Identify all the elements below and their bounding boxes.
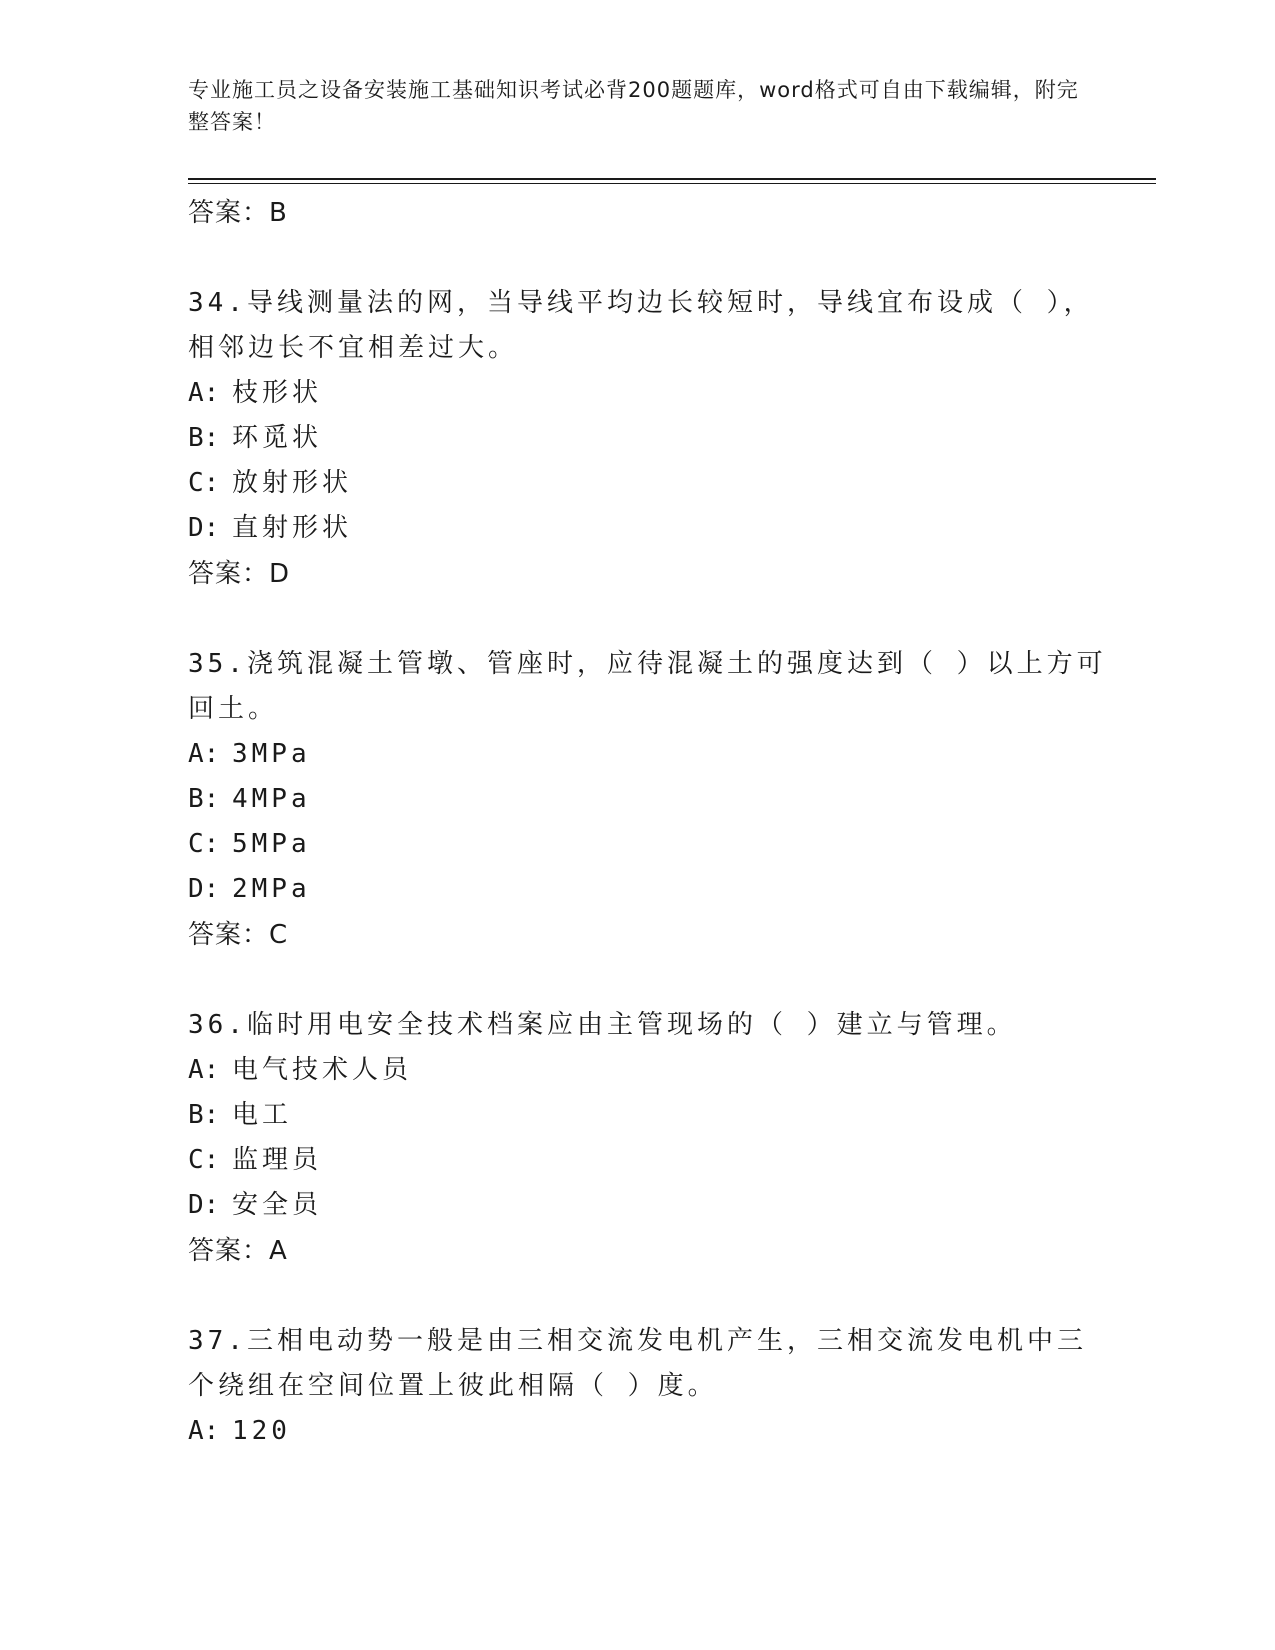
option-text: 安全员 bbox=[232, 1190, 323, 1220]
option-letter: A: bbox=[188, 739, 220, 769]
question-text: 37.三相电动势一般是由三相交流发电机产生，三相交流发电机中三个绕组在空间位置上彼此相隔（ ）度。 bbox=[188, 1326, 1087, 1401]
header-divider-thin bbox=[188, 183, 1156, 184]
header-divider-thick bbox=[188, 178, 1156, 180]
option-letter: B: bbox=[188, 784, 220, 814]
option-text: 环觅状 bbox=[232, 423, 323, 453]
question-list bbox=[188, 190, 1108, 1454]
question-text: 36.临时用电安全技术档案应由主管现场的（ ）建立与管理。 bbox=[188, 1010, 1017, 1040]
spacer bbox=[188, 1274, 1108, 1319]
question-item bbox=[188, 642, 1108, 958]
option-letter: C: bbox=[188, 1145, 220, 1175]
option-letter: C: bbox=[188, 468, 220, 498]
option-letter: A: bbox=[188, 1055, 220, 1085]
option-letter: C: bbox=[188, 829, 220, 859]
question-text: 35.浇筑混凝土管墩、管座时，应待混凝土的强度达到（ ）以上方可回土。 bbox=[188, 649, 1107, 724]
option-d bbox=[188, 867, 1108, 912]
option-b bbox=[188, 1093, 1108, 1138]
option-text: 电气技术人员 bbox=[232, 1055, 413, 1085]
spacer bbox=[188, 597, 1108, 642]
option-text: 3MPa bbox=[232, 739, 311, 769]
option-text: 2MPa bbox=[232, 874, 311, 904]
option-d bbox=[188, 506, 1108, 551]
option-text: 直射形状 bbox=[232, 513, 353, 543]
option-a bbox=[188, 732, 1108, 777]
document-header: 专业施工员之设备安装施工基础知识考试必背200题题库，word格式可自由下载编辑，附完整答案！ bbox=[188, 78, 1079, 134]
option-d bbox=[188, 1183, 1108, 1228]
option-letter: B: bbox=[188, 1100, 220, 1130]
option-text: 120 bbox=[232, 1416, 291, 1446]
question-item bbox=[188, 1319, 1108, 1454]
option-c bbox=[188, 461, 1108, 506]
option-letter: B: bbox=[188, 423, 220, 453]
option-a bbox=[188, 1048, 1108, 1093]
option-text: 监理员 bbox=[232, 1145, 323, 1175]
answer-line: 答案：C bbox=[188, 920, 289, 950]
option-text: 4MPa bbox=[232, 784, 311, 814]
previous-answer: 答案：B bbox=[188, 198, 288, 228]
option-text: 5MPa bbox=[232, 829, 311, 859]
spacer bbox=[188, 236, 1108, 281]
option-text: 枝形状 bbox=[232, 378, 323, 408]
option-a bbox=[188, 371, 1108, 416]
answer-line: 答案：D bbox=[188, 559, 291, 589]
option-b bbox=[188, 777, 1108, 822]
question-item bbox=[188, 281, 1108, 597]
option-letter: D: bbox=[188, 1190, 220, 1220]
option-letter: D: bbox=[188, 874, 220, 904]
option-text: 放射形状 bbox=[232, 468, 353, 498]
option-a bbox=[188, 1409, 1108, 1454]
option-b bbox=[188, 416, 1108, 461]
option-text: 电工 bbox=[232, 1100, 293, 1130]
option-letter: A: bbox=[188, 1416, 220, 1446]
option-letter: D: bbox=[188, 513, 220, 543]
option-letter: A: bbox=[188, 378, 220, 408]
option-c bbox=[188, 1138, 1108, 1183]
question-text: 34.导线测量法的网，当导线平均边长较短时，导线宜布设成（ ），相邻边长不宜相差过大。 bbox=[188, 288, 1094, 363]
option-c bbox=[188, 822, 1108, 867]
question-item bbox=[188, 1003, 1108, 1274]
spacer bbox=[188, 958, 1108, 1003]
answer-line: 答案：A bbox=[188, 1236, 288, 1266]
